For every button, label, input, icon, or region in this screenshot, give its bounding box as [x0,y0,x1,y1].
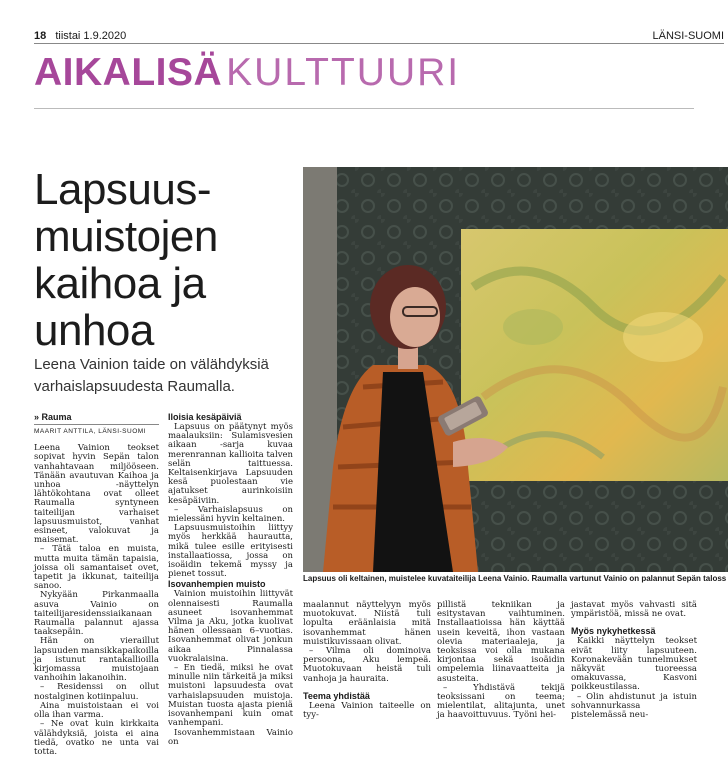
article-kicker: » Rauma [34,412,72,422]
body-paragraph: maalannut näyttelyyn myös muotokuvat. Niistä tuli lopulta eräänlaisia mitä isovanhemmat hänen muistikuvissaan olivat. [303,600,431,647]
article-deck: Leena Vainion taide on välähdyksiä varhaislapsuudesta Raumalla. [34,356,269,395]
body-paragraph: – Ne ovat kuin kirkkaita välähdyksiä, joista ei aina tiedä, ovatko ne unta vai totta. [34,719,159,757]
body-paragraph: – Residenssi on ollut nostalginen kotiinpaluu. [34,682,159,702]
body-paragraph: Kaikki näyttelyn teokset eivät liity lapsuuteen. Koronakevään tunnelmukset näkyvät tuoreessa omakuvassa, Kasvoni poikkeustilassa. [571,636,697,693]
body-paragraph: Isovanhemmistaan Vainio on [168,727,293,747]
body-paragraph: Aina muistoistaan ei voi olla ihan varma. [34,700,159,721]
section-heading-light: KULTTUURI [226,51,461,94]
issue-date: tiistai 1.9.2020 [55,30,127,42]
body-paragraph: Lapsuus on päätynyt myös maalauksiin: Sulamisvesien aikaan -sarja kuvaa merenrannan kallioita talven selän taittuessa. Keltaisenkirjava Lapsuuden kesä puolestaan vie ajatukset aurinkoisiin kesäpäiviin. [168,422,293,506]
body-paragraph: – Yhdistävä tekijä teoksissani on teema; mielentilat, alitajunta, unet ja haavoittuvuus. Työni hei- [437,682,565,721]
body-paragraph: Leena Vainion taiteelle on tyy- [303,700,431,721]
section-rule [34,108,694,109]
body-paragraph: – En tiedä, miksi he ovat minulle niin tärkeitä ja miksi muistoni lapsuudesta ovat varhaislapsuuden muistoja. Muistan tuosta ajasta pieniä isovanhempani kuin omat vanhempani. [168,663,293,729]
newspaper-name: LÄNSI-SUOMI [652,30,724,42]
body-paragraph: – Olin ahdistunut ja istuin sohvannurkassa pistelemässä neu- [571,691,697,721]
article-column-1 [34,412,159,757]
body-paragraph: Hän on vieraillut lapsuuden mansikkapaikoilla ja istunut rantakallioilla kirjomassa muistojaan vanhoihin lakanoihin. [34,636,159,684]
photo-caption: Lapsuus oli keltainen, muistelee kuvataiteilija Leena Vainio. Raumalla vartunut Vainio on palannut Sepän taloss [303,574,727,583]
article-column-2 [168,412,293,747]
body-paragraph: – Tätä taloa en muista, mutta muita tämän tapaisia, joissa oli samantaiset ovet, tapetit ja ikkunat, taiteilija sanoo. [34,544,159,592]
subheading: Isovanhempien muisto [168,579,266,590]
body-paragraph: pillistä tekniikan ja esitystavan vaihtuminen. Installaatioissa hän käyttää usein keveitä, ihon vastaan olevia materiaaleja, ja teoksissa voi olla mukana kirjontaa sekä isoäidin ompelemia liinavaatteita ja asusteita. [437,600,565,684]
artist-portrait-illustration [303,167,728,572]
body-paragraph: – Vilma oli dominoiva persoona, Aku lempeä. Muotokuvaan heistä tuli vanhoja ja hauraita. [303,646,431,684]
article-byline: MAARIT ANTTILA, LÄNSI-SUOMI [34,428,146,435]
subheading: Iloisia kesäpäiviä [168,412,242,422]
article-column-4 [437,600,565,721]
kicker-rule [34,424,159,425]
body-paragraph: jastavat myös vahvasti sitä ympäristöä, missä ne ovat. [571,600,697,620]
body-paragraph: Leena Vainion teokset sopivat hyvin Sepän talon vanhahtavaan miljööseen. Tänään avautuvan Kaihoa ja unhoa -näyttelyn lähtökohtana ovat olleet Raumalla syntyneen taiteilijan varhaiset lapsuusmuistot, vanhat esineet, valokuvat ja maisemat. [34,443,159,546]
article-headline: Lapsuus-muistojen kaihoa ja unhoa [34,165,218,355]
page-number: 18 [34,30,47,42]
body-paragraph: – Varhaislapsuus on mielessäni hyvin keltainen. [168,504,293,525]
body-paragraph: Vainion muistoihin liittyvät olennaisesti Raumalla asuneet isovanhemmat Vilma ja Aku, jotka kuolivat hänen ollessaan 6–vuotias. Isovanhemmat olivat jonkun aikaa Pinnalassa vuokralaisina. [168,589,293,664]
subheading: Myös nykyhetkessä [571,626,656,637]
body-paragraph: Lapsuusmuistoihin liittyy myös herkkää haurautta, mikä tulee esille erityisesti installaatiossa, jossa on isoäidin tekemä myssy ja pienet tossut. [168,523,293,580]
header-rule [34,43,724,44]
section-heading-bold: AIKALISÄ [34,51,223,94]
article-photo [303,167,728,572]
body-paragraph: Nykyään Pirkanmaalla asuva Vainio on taiteilijaresidenssiaikanaan Raumalla palannut ajassa taaksepäin. [34,590,159,638]
subheading: Teema yhdistää [303,690,370,701]
page-header [34,30,724,44]
article-column-5 [571,600,697,721]
article-column-3 [303,600,431,721]
section-heading [34,50,460,96]
